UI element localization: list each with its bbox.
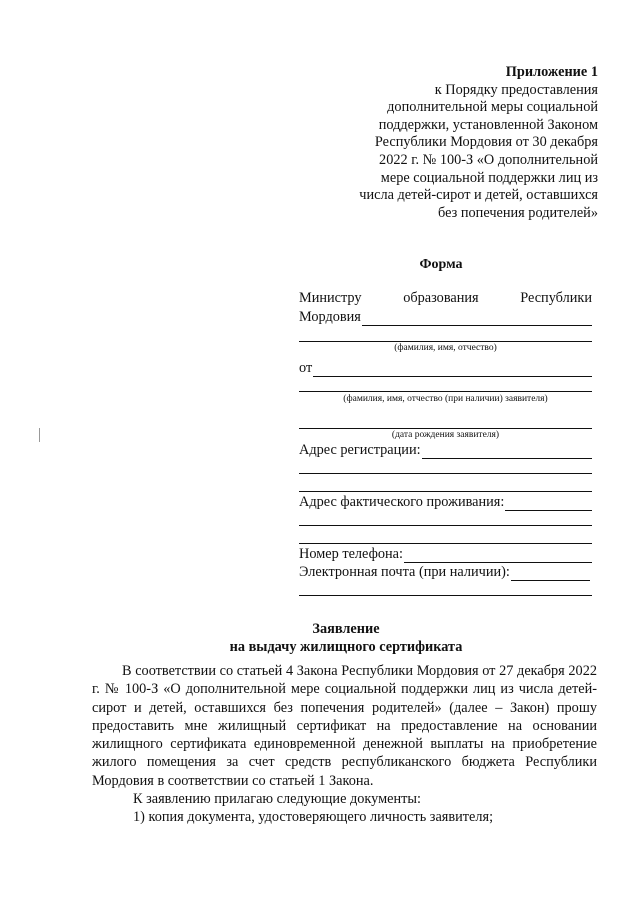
actual-address-field-3[interactable] xyxy=(299,529,592,544)
phone-label: Номер телефона: xyxy=(299,546,403,562)
email-label: Электронная почта (при наличии): xyxy=(299,564,510,580)
statement-paragraph: В соответствии со статьей 4 Закона Республики Мордовия от 27 декабря 2022 г. № 100-З «О дополнительной мере социальной поддержки лиц из числа детей-сирот и детей, оставшихся без попечения родителей» (далее – Закон) прошу предоставить мне жилищный сертификат на предоставление на основании жилищного сертификата единовременной денежной выплаты на приобретение жилого помещения за счет средств республиканского бюджета Республики Мордовия в соответствии со статьей 1 Закона. xyxy=(92,663,597,789)
from-line xyxy=(299,359,592,377)
applicant-name-field-2[interactable] xyxy=(299,378,592,392)
minister-name-field[interactable] xyxy=(362,312,592,326)
reg-address-field-3[interactable] xyxy=(299,477,592,492)
email-field-2[interactable] xyxy=(299,581,592,596)
statement-title: Заявление xyxy=(312,621,380,637)
appendix-line: поддержки, установленной Законом xyxy=(378,116,598,133)
appendix-line: числа детей-сирот и детей, оставшихся xyxy=(359,187,598,204)
margin-mark xyxy=(39,428,40,442)
form-title: Форма xyxy=(419,257,463,272)
appendix-block xyxy=(318,64,598,222)
reg-address-field-2[interactable] xyxy=(299,459,592,474)
actual-address-field-2[interactable] xyxy=(299,511,592,526)
appendix-line: дополнительной меры социальной xyxy=(387,99,598,116)
phone-field[interactable] xyxy=(404,549,592,563)
caption-name: (фамилия, имя, отчество) xyxy=(394,343,497,353)
statement-heading xyxy=(0,620,640,656)
addressee-word: Министру xyxy=(299,290,362,306)
appendix-title: Приложение 1 xyxy=(505,64,598,80)
email-line xyxy=(299,563,592,581)
reg-address-line xyxy=(299,441,592,459)
addressee-line-1 xyxy=(299,289,592,307)
appendix-line: Республики Мордовия от 30 декабря xyxy=(374,134,598,151)
actual-address-field[interactable] xyxy=(505,497,592,511)
addressee-line-2 xyxy=(299,308,592,326)
minister-name-field-2[interactable] xyxy=(299,326,592,342)
caption-applicant: (фамилия, имя, отчество (при наличии) заявителя) xyxy=(343,394,548,404)
from-label: от xyxy=(299,360,313,376)
actual-address-label: Адрес фактического проживания: xyxy=(299,494,505,510)
appendix-line: 2022 г. № 100-З «О дополнительной xyxy=(379,151,598,168)
appendix-line: к Порядку предоставления xyxy=(434,81,598,98)
attachments-intro: К заявлению прилагаю следующие документы: xyxy=(133,791,421,808)
addressee-word: Республики xyxy=(520,290,592,306)
statement-body xyxy=(92,662,597,827)
actual-address-line xyxy=(299,493,592,511)
reg-address-field[interactable] xyxy=(422,445,592,459)
phone-line xyxy=(299,545,592,563)
caption-birth: (дата рождения заявителя) xyxy=(391,430,500,440)
applicant-name-field[interactable] xyxy=(313,363,592,377)
attachment-item-1: 1) копия документа, удостоверяющего личность заявителя; xyxy=(133,809,494,826)
addressee-region: Мордовия xyxy=(299,309,361,325)
appendix-line: мере социальной поддержки лиц из xyxy=(380,169,598,186)
email-field[interactable] xyxy=(511,567,590,581)
addressee-word: образования xyxy=(403,290,479,306)
appendix-line: без попечения родителей» xyxy=(438,204,598,221)
statement-subtitle: на выдачу жилищного сертификата xyxy=(229,639,463,655)
birth-date-field[interactable] xyxy=(299,414,592,429)
reg-address-label: Адрес регистрации: xyxy=(299,442,421,458)
